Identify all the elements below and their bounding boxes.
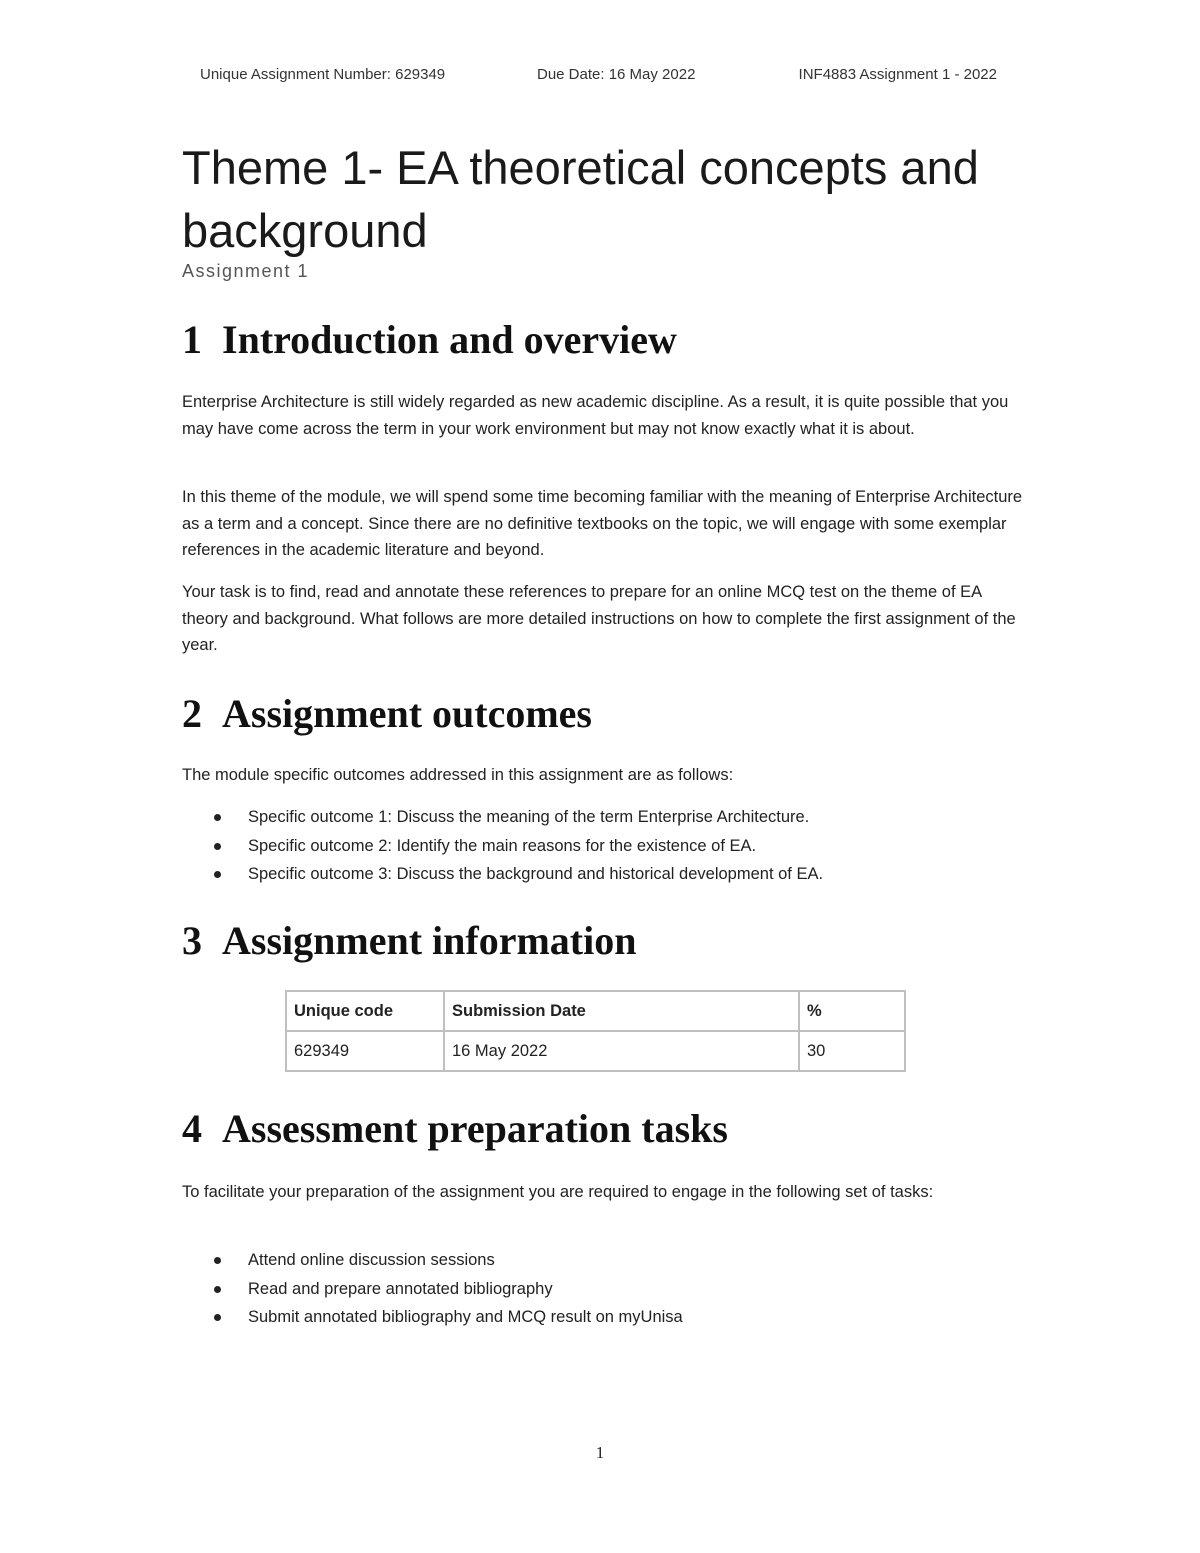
section-heading-outcomes: [182, 690, 592, 738]
bullet-icon: [214, 1257, 221, 1264]
table-header-cell: Submission Date: [444, 991, 799, 1031]
list-item-text: Specific outcome 3: Discuss the background and historical development of EA.: [248, 865, 824, 883]
table-header-cell: Unique code: [286, 991, 444, 1031]
bullet-icon: [214, 1286, 221, 1293]
table-cell: 629349: [286, 1031, 444, 1071]
list-item-text: Read and prepare annotated bibliography: [248, 1279, 553, 1298]
intro-paragraph-1: Enterprise Architecture is still widely regarded as new academic discipline. As a result, it is quite possible that you may have come across the term in your work environment but may not know exactly what it is about.: [182, 393, 1009, 438]
table-row: [286, 1031, 905, 1071]
intro-paragraph-2: In this theme of the module, we will spend some time becoming familiar with the meaning of Enterprise Architecture as a term and a concept. Since there are no definitive textbooks on the topic, we will engage with some exemplar references in the academic literature and beyond.: [182, 488, 1023, 559]
section-heading-information: [182, 917, 636, 965]
header-due-date: Due Date: 16 May 2022: [537, 66, 696, 83]
header-module-code: INF4883 Assignment 1 - 2022: [798, 66, 997, 83]
list-item-text: Submit annotated bibliography and MCQ result on myUnisa: [248, 1308, 683, 1326]
table-header-cell: %: [799, 991, 905, 1031]
outcomes-list: [182, 803, 1027, 889]
outcomes-intro: The module specific outcomes addressed in this assignment are as follows:: [182, 766, 734, 784]
intro-paragraph-3: Your task is to find, read and annotate these references to prepare for an online MCQ test on the theme of EA theory and background. What follows are more detailed instructions on how to complete the first assignment of the year.: [182, 583, 1016, 654]
list-item: [182, 1246, 1027, 1275]
bullet-icon: [214, 814, 221, 821]
header-assignment-number: Unique Assignment Number: 629349: [200, 66, 446, 83]
list-item: [182, 1303, 1027, 1332]
document-title: Theme 1- EA theoretical concepts and background: [182, 141, 979, 257]
section-heading-introduction: [182, 316, 677, 364]
table-cell: 16 May 2022: [444, 1031, 799, 1071]
list-item-text: Specific outcome 2: Identify the main reasons for the existence of EA.: [248, 836, 757, 855]
bullet-icon: [214, 1314, 221, 1321]
list-item: [182, 803, 1027, 832]
section-heading-text: Assignment information: [222, 918, 637, 963]
list-item: [182, 832, 1027, 861]
document-subtitle: Assignment 1: [182, 261, 310, 281]
list-item: [182, 860, 1027, 889]
section-heading-preparation: [182, 1105, 728, 1153]
preparation-list: [182, 1246, 1027, 1332]
section-number: 2: [182, 691, 202, 736]
section-heading-text: Assignment outcomes: [222, 691, 592, 736]
section-number: 3: [182, 918, 202, 963]
bullet-icon: [214, 843, 221, 850]
assignment-info-table: [285, 990, 906, 1072]
table-cell: 30: [799, 1031, 905, 1071]
preparation-intro: To facilitate your preparation of the assignment you are required to engage in the following set of tasks:: [182, 1183, 934, 1201]
list-item-text: Attend online discussion sessions: [248, 1251, 495, 1269]
page-number: 1: [595, 1443, 605, 1462]
section-number: 1: [182, 317, 202, 362]
page-header: [200, 66, 1000, 86]
section-heading-text: Assessment preparation tasks: [222, 1106, 728, 1151]
section-number: 4: [182, 1106, 202, 1151]
list-item: [182, 1275, 1027, 1304]
bullet-icon: [214, 871, 221, 878]
list-item-text: Specific outcome 1: Discuss the meaning of the term Enterprise Architecture.: [248, 808, 810, 826]
table-header-row: [286, 991, 905, 1031]
section-heading-text: Introduction and overview: [222, 317, 677, 362]
